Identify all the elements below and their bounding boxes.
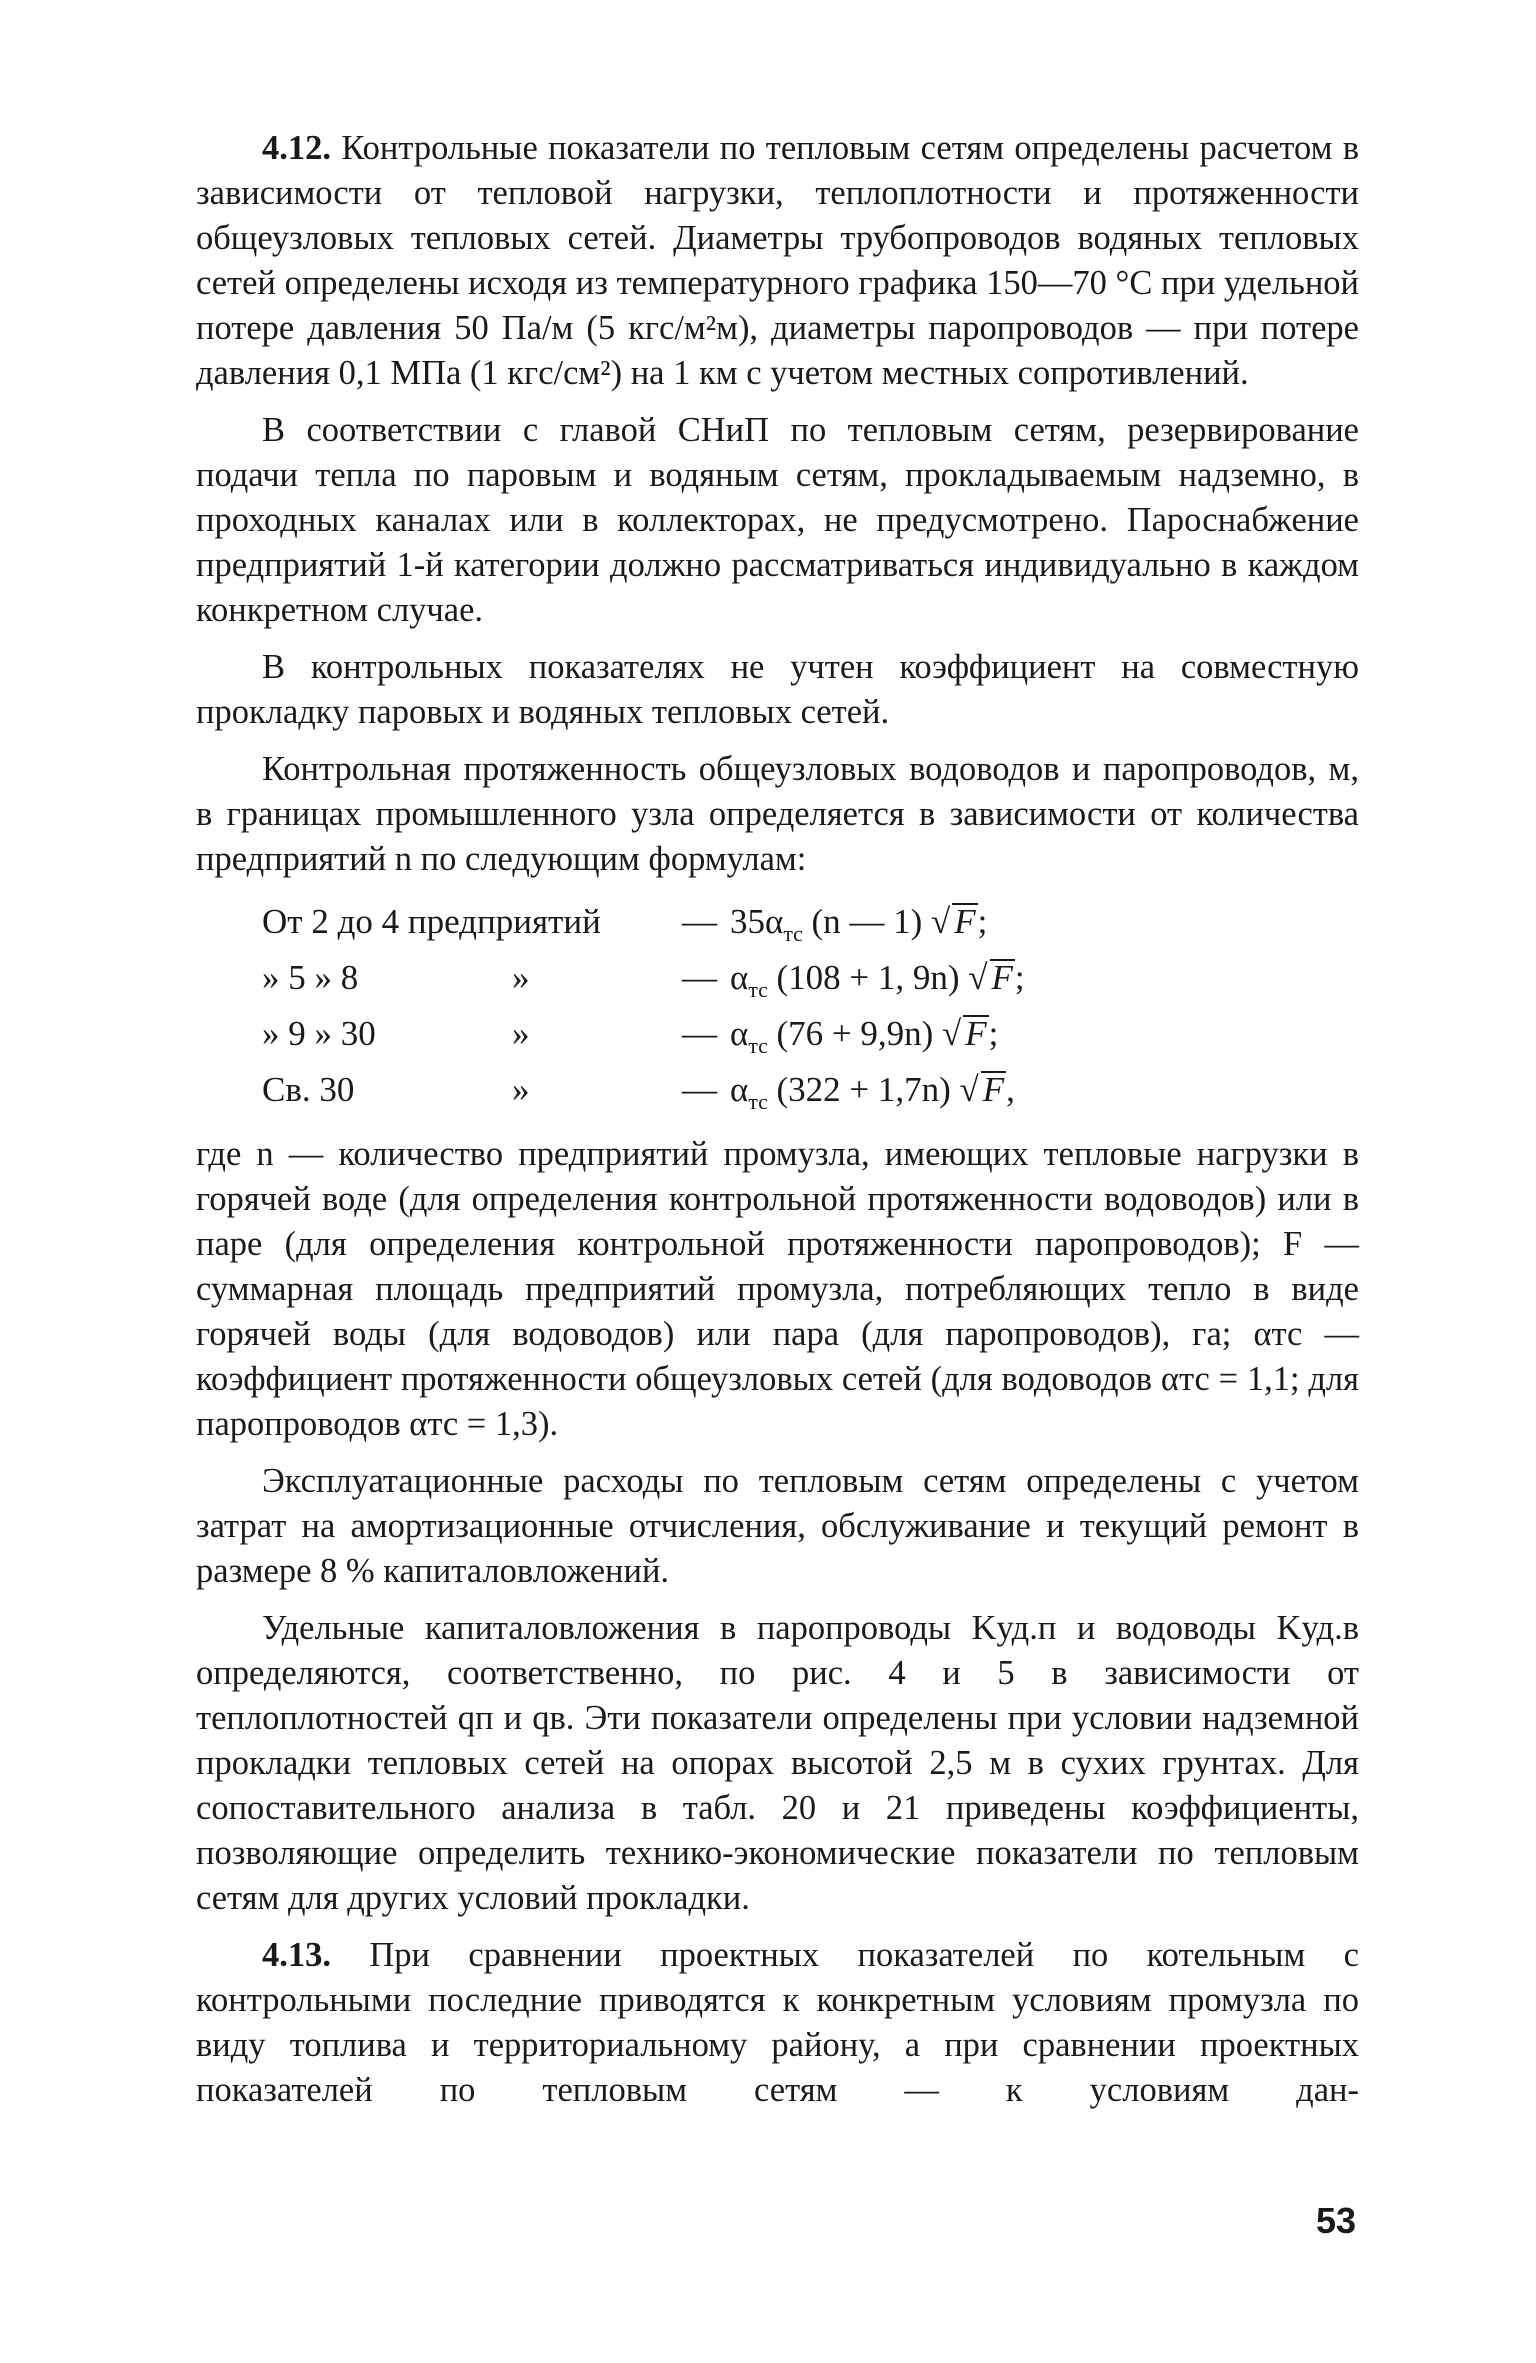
formula-range: » 5 » 8 » (262, 958, 530, 997)
formula-dash: — (682, 958, 717, 997)
paragraph-text: При сравнении проектных показателей по котельным с контрольными последние приводятся к конкретным условиям промузла по виду топлива и территориальному району, а при сравнении проектных показателей по тепловым сетям — к условиям дан- (196, 1936, 1359, 2109)
paragraph-4-12 (196, 126, 1359, 396)
paragraph-capital-investment: Удельные капиталовложения в паропроводы Kуд.п и водоводы Kуд.в определяются, соответственно, по рис. 4 и 5 в зависимости от теплоплотностей qп и qв. Эти показатели определены при условии надземной прокладки тепловых сетей на опорах высотой 2,5 м в сухих грунтах. Для сопоставительного анализа в табл. 20 и 21 приведены коэффициенты, позволяющие определить технико-экономические показатели по тепловым сетям для других условий прокладки. (196, 1609, 1359, 1917)
paragraph-text: Контрольные показатели по тепловым сетям определены расчетом в зависимости от тепловой нагрузки, теплоплотности и протяженности общеузловых тепловых сетей. Диаметры трубопроводов водяных тепловых сетей определены исходя из температурного графика 150—70 °С при удельной потере давления 50 Па/м (5 кгс/м²м), диаметры паропроводов — при потере давления 0,1 МПа (1 кгс/см²) на 1 км с учетом местных сопротивлений. (196, 129, 1360, 392)
formula-dash: — (682, 1014, 717, 1053)
formula-expression: $35\alpha_{тс}$ (n — 1) √ F; (730, 902, 988, 946)
section-number: 4.13. (262, 1936, 331, 1974)
formula-expression: $\alpha_{тс}$ (108 + 1, 9n) √ F; (730, 958, 1025, 1002)
formula-expression: $\alpha_{тс}$ (322 + 1,7n) √ F, (730, 1070, 1015, 1114)
formula-range: » 9 » 30 » (262, 1014, 530, 1053)
formula-list (262, 894, 1359, 1118)
formula-row (262, 1062, 1359, 1118)
formula-dash: — (682, 1070, 717, 1109)
formula-row (262, 894, 1359, 950)
section-number: 4.12. (262, 129, 331, 167)
paragraph-length-intro: Контрольная протяженность общеузловых водоводов и паропроводов, м, в границах промышленного узла определяется в зависимости от количества предприятий n по следующим формулам: (196, 750, 1359, 878)
paragraph-operating-costs: Эксплуатационные расходы по тепловым сетям определены с учетом затрат на амортизационные отчисления, обслуживание и текущий ремонт в размере 8 % капиталовложений. (196, 1462, 1359, 1590)
formula-row (262, 1006, 1359, 1062)
formula-expression: $\alpha_{тс}$ (76 + 9,9n) √ F; (730, 1014, 999, 1058)
page-body (196, 126, 1359, 2125)
paragraph-reservation: В соответствии с главой СНиП по тепловым сетям, резервирование подачи тепла по паровым и водяным сетям, прокладываемым надземно, в проходных каналах или в коллекторах, не предусмотрено. Пароснабжение предприятий 1-й категории должно рассматриваться индивидуально в каждом конкретном случае. (196, 411, 1359, 629)
formula-range: От 2 до 4 предприятий (262, 902, 601, 941)
paragraph-4-13 (196, 1933, 1359, 2113)
formula-row (262, 950, 1359, 1006)
formula-range: Св. 30 » (262, 1070, 530, 1109)
paragraph-definitions: где n — количество предприятий промузла, имеющих тепловые нагрузки в горячей воде (для определения контрольной протяженности водоводов) или в паре (для определения контрольной протяженности паропроводов); F — суммарная площадь предприятий промузла, потребляющих тепло в виде горячей воды (для водоводов) или пара (для паропроводов), га; αтс — коэффициент протяженности общеузловых сетей (для водоводов αтс = 1,1; для паропроводов αтс = 1,3). (196, 1135, 1359, 1443)
formula-dash: — (682, 902, 717, 941)
paragraph-coefficient: В контрольных показателях не учтен коэффициент на совместную прокладку паровых и водяных тепловых сетей. (196, 648, 1359, 731)
page-number: 53 (1315, 2200, 1356, 2241)
